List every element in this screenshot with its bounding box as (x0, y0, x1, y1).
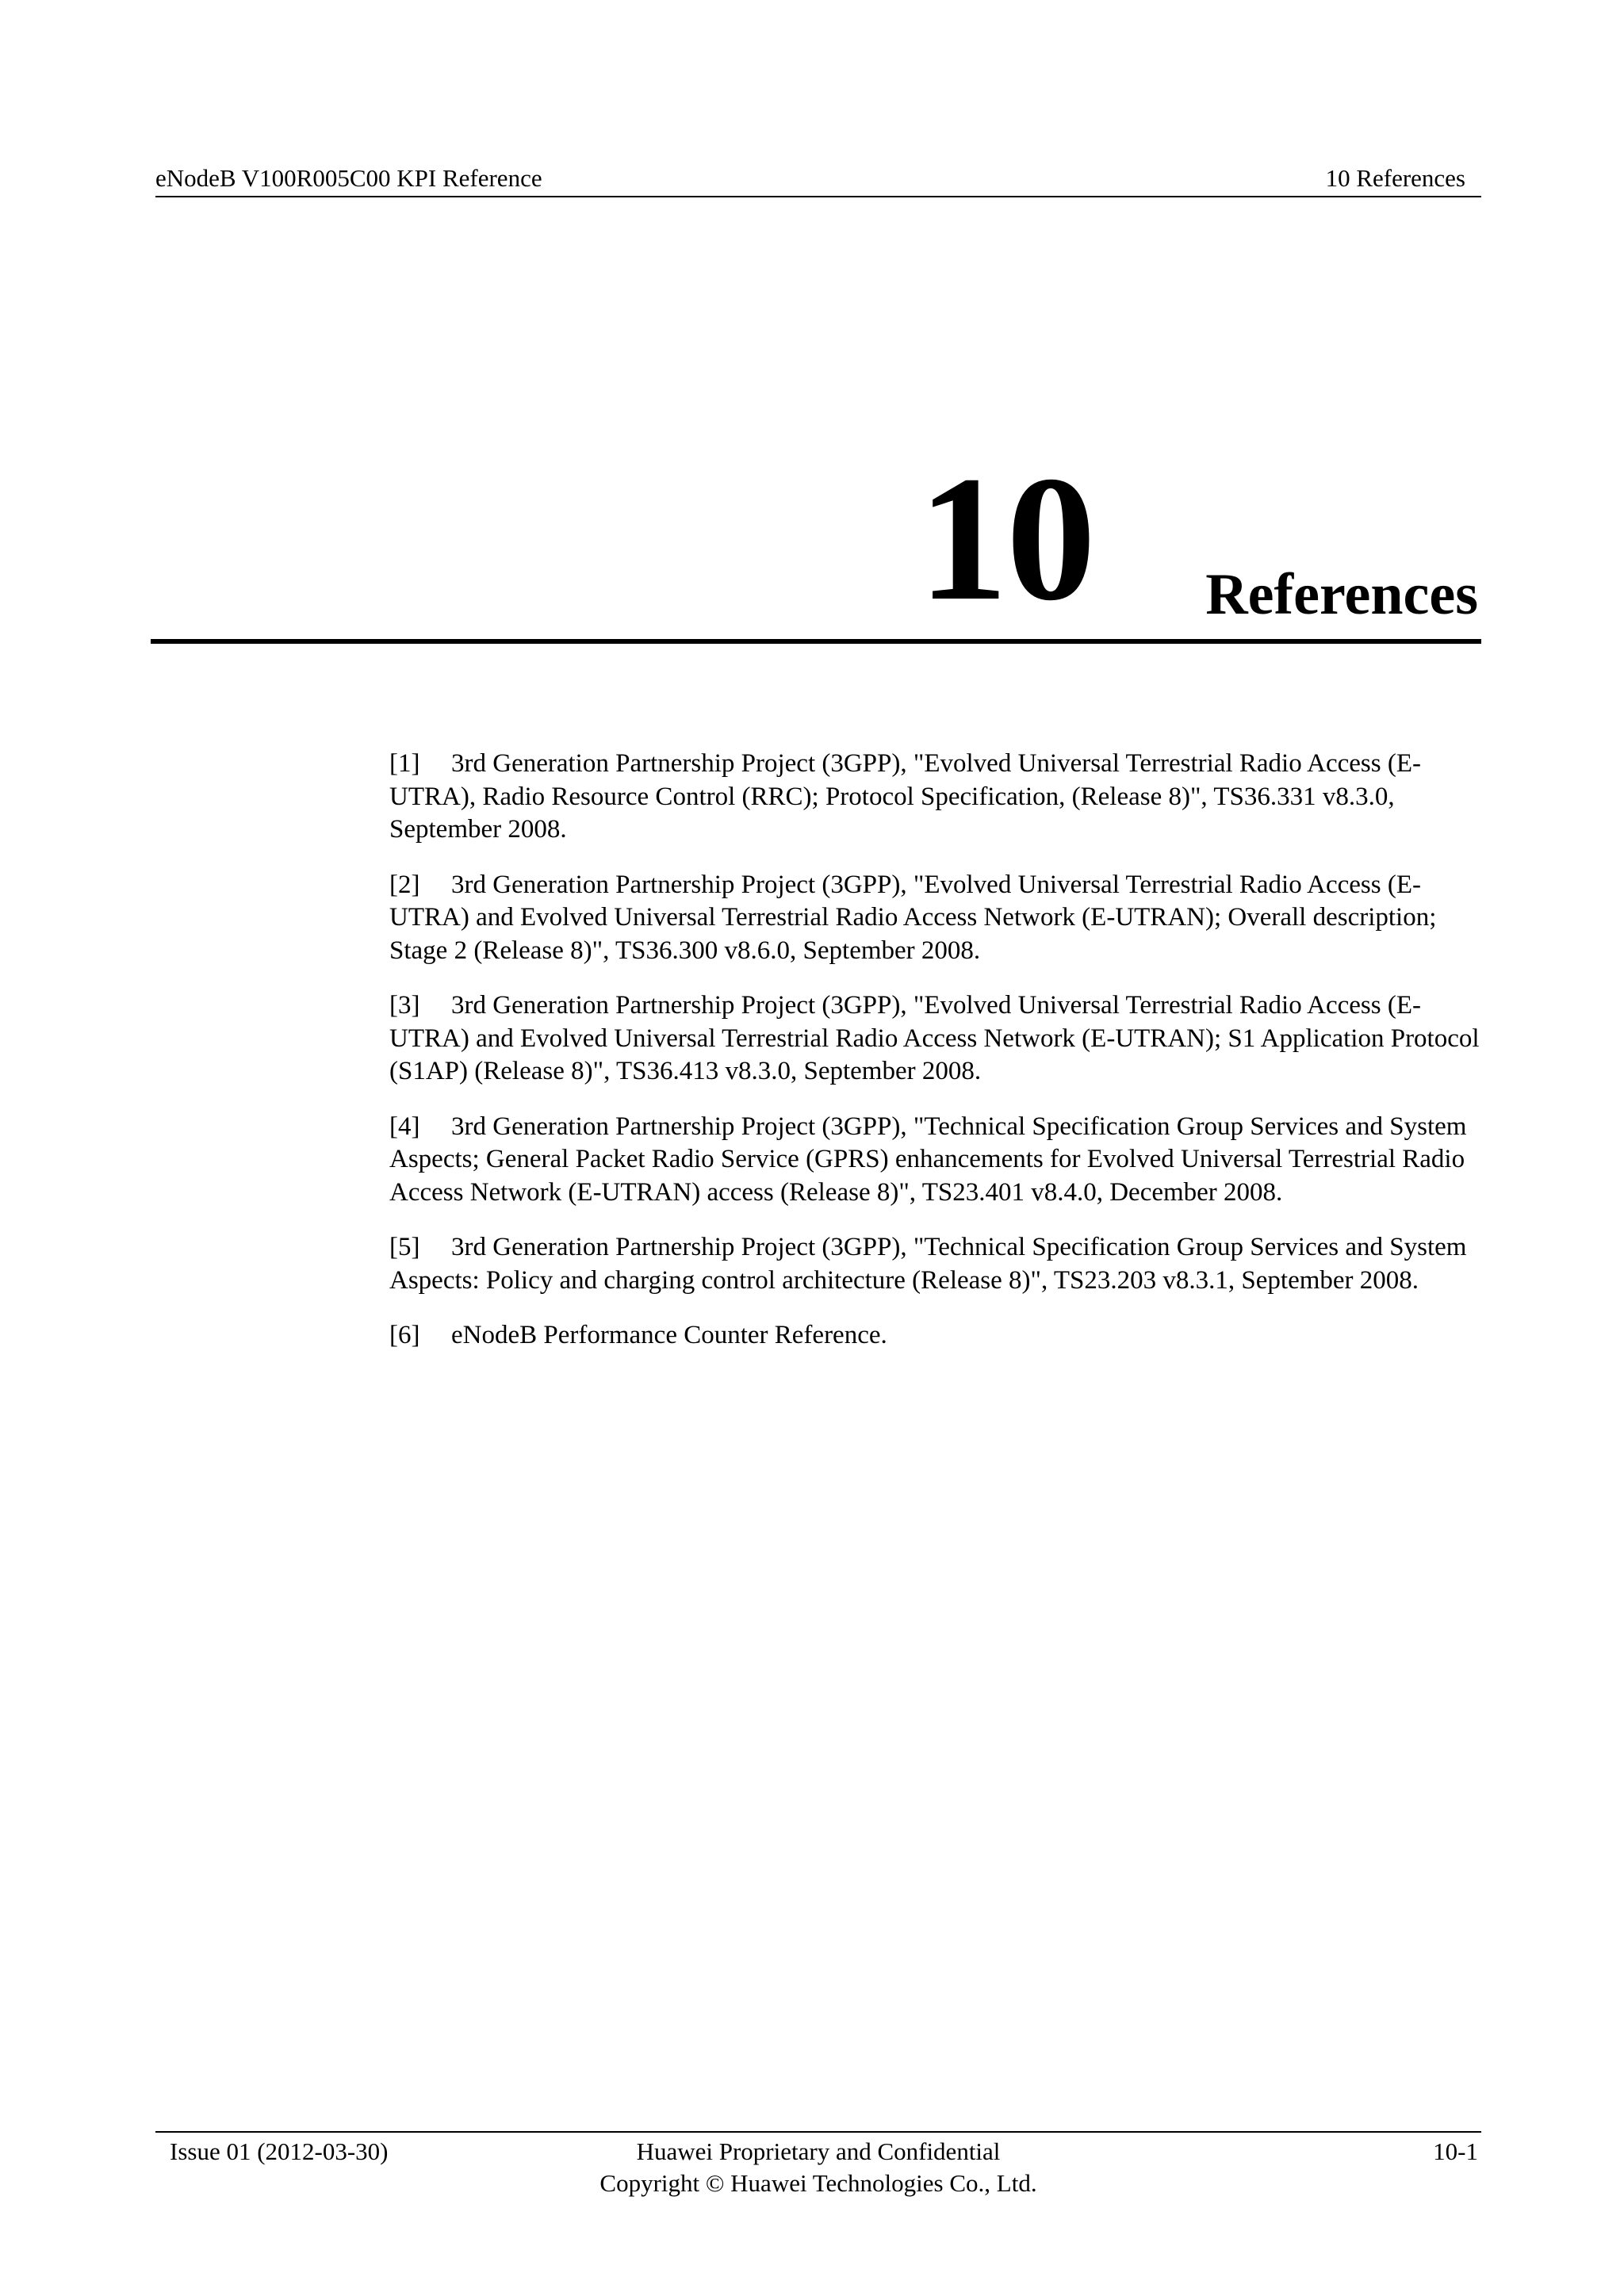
reference-item (389, 1319, 1492, 1353)
reference-item (389, 748, 1492, 847)
reference-item (389, 989, 1492, 1089)
reference-number: [4] (389, 1112, 420, 1141)
reference-text: 3rd Generation Partnership Project (3GPP), "Evolved Universal Terrestrial Radio Access (E-UTRA) and Evolved Universal Terrestrial Radio Access Network (E-UTRAN); S1 Application Protocol (S1AP) (Release 8)", TS36.413 v8.3.0, September 2008. (389, 991, 1480, 1085)
reference-number: [1] (389, 749, 420, 778)
references-list (389, 748, 1492, 1375)
reference-text: eNodeB Performance Counter Reference. (451, 1321, 887, 1349)
reference-number: [2] (389, 870, 420, 899)
page-number: 10-1 (1433, 2137, 1478, 2165)
reference-item (389, 869, 1492, 968)
reference-text: 3rd Generation Partnership Project (3GPP), "Technical Specification Group Services and System Aspects: Policy and charging control architecture (Release 8)", TS23.203 v8.3.1, September 2008. (389, 1233, 1467, 1295)
reference-text: 3rd Generation Partnership Project (3GPP), "Evolved Universal Terrestrial Radio Access (E-UTRA), Radio Resource Control (RRC); Protocol Specification, (Release 8)", TS36.331 v8.3.0, September 2008. (389, 749, 1421, 844)
reference-number: [6] (389, 1321, 420, 1349)
header-chapter-reference: 10 References (1325, 164, 1465, 192)
reference-item (389, 1111, 1492, 1210)
chapter-number: 10 (918, 439, 1094, 637)
reference-text: 3rd Generation Partnership Project (3GPP), "Technical Specification Group Services and System Aspects; General Packet Radio Service (GPRS) enhancements for Evolved Universal Terrestrial Radio Access Network (E-UTRAN) access (Release 8)", TS23.401 v8.4.0, December 2008. (389, 1112, 1467, 1207)
issue-date: Issue 01 (2012-03-30) (170, 2137, 389, 2165)
reference-text: 3rd Generation Partnership Project (3GPP), "Evolved Universal Terrestrial Radio Access (E-UTRA) and Evolved Universal Terrestrial Radio Access Network (E-UTRAN); Overall description; Stage 2 (Release 8)", TS36.300 v8.6.0, September 2008. (389, 870, 1437, 965)
reference-item (389, 1231, 1492, 1297)
chapter-heading (151, 439, 1481, 644)
footer-notice (155, 2136, 1481, 2199)
chapter-title: References (1205, 562, 1478, 627)
page-footer (155, 2131, 1481, 2220)
confidentiality-notice: Huawei Proprietary and Confidential (636, 2137, 1001, 2165)
reference-number: [5] (389, 1233, 420, 1261)
running-header (155, 163, 1481, 197)
document-title: eNodeB V100R005C00 KPI Reference (155, 164, 542, 192)
copyright-notice: Copyright © Huawei Technologies Co., Ltd. (599, 2169, 1037, 2197)
reference-number: [3] (389, 991, 420, 1020)
